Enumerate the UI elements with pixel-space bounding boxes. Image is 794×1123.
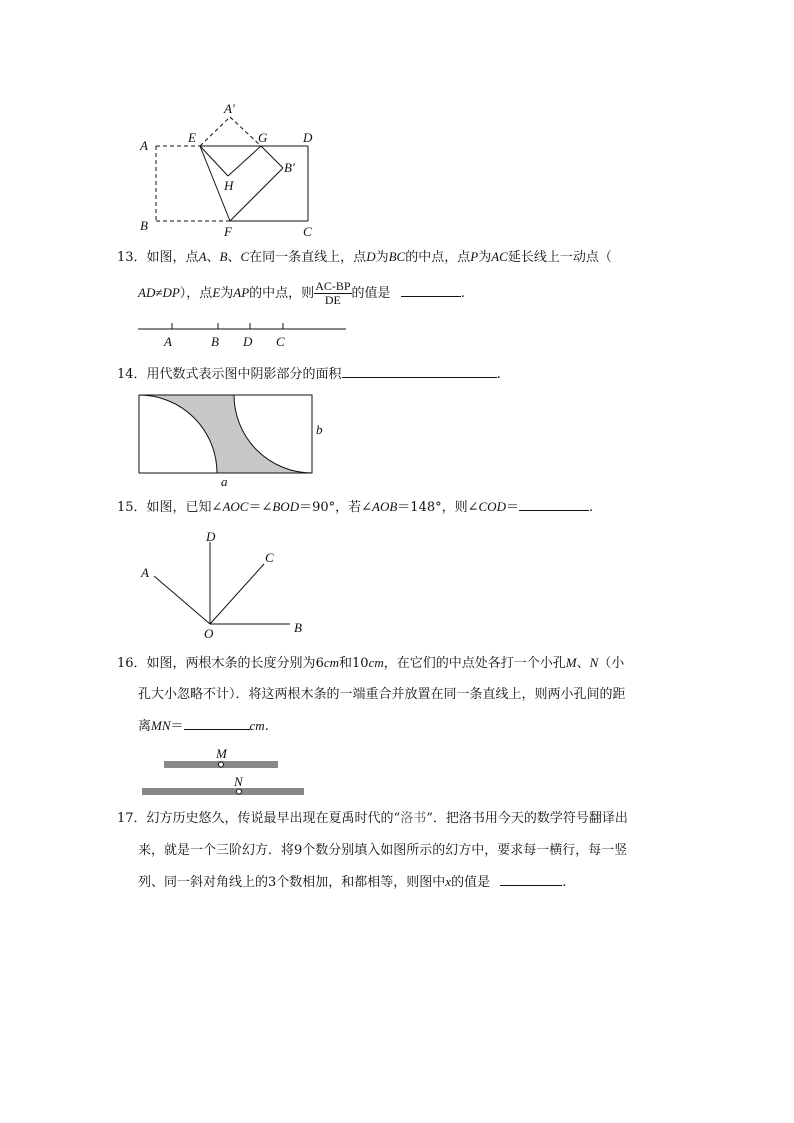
text-fragment: COD <box>478 499 506 514</box>
question-17-line2 <box>138 842 627 860</box>
text-fragment: 10 <box>352 656 369 671</box>
text-fragment: cm <box>323 655 340 670</box>
text-fragment: E <box>212 285 221 300</box>
text-fragment: 列、同一斜对角线上的3个数相加，和都相等，则图中 <box>138 875 446 890</box>
question-13-line1 <box>117 248 612 267</box>
edge-b-prime-f <box>230 168 283 221</box>
text-fragment: （小 <box>598 656 625 671</box>
text-fragment: 幻方历史悠久，传说最早出现在夏禹时代的“ <box>146 811 401 826</box>
label-a: A <box>140 138 148 153</box>
text-fragment: 的中点，点 <box>405 250 471 265</box>
text-fragment: ＝90°，若∠ <box>299 500 373 515</box>
text-fragment: 、 <box>576 656 590 671</box>
text-fragment: ＝∠ <box>248 500 273 515</box>
text-fragment: DE <box>324 293 341 307</box>
label-c: C <box>276 334 285 349</box>
label-b: B <box>211 334 219 349</box>
edge-ea-prime <box>200 117 230 146</box>
text-fragment: 如图，两根木条的长度分别为 <box>146 656 316 671</box>
long-stick <box>142 788 304 795</box>
text-fragment: . <box>588 500 594 515</box>
label-o: O <box>204 626 214 640</box>
question-17-line3 <box>138 873 566 892</box>
label-m: M <box>216 746 227 761</box>
text-fragment: M <box>565 655 577 670</box>
text-fragment: cm <box>249 718 265 733</box>
text-fragment: AC <box>491 249 508 264</box>
text-fragment: 、 <box>227 250 241 265</box>
answer-blank[interactable] <box>500 873 562 886</box>
text-fragment: 的值是 <box>351 286 391 301</box>
label-b-prime: B′ <box>284 160 295 175</box>
answer-blank[interactable] <box>184 717 250 730</box>
edge-a-prime-g <box>230 117 261 146</box>
text-fragment: BC <box>388 249 406 264</box>
fraction <box>314 280 351 307</box>
ray-oc <box>210 564 264 624</box>
text-fragment: 延长线上一动点（ <box>507 250 612 265</box>
label-a: a <box>221 474 228 488</box>
answer-blank[interactable] <box>519 498 589 511</box>
question-number: 15． <box>117 500 147 515</box>
text-fragment: AP <box>233 285 250 300</box>
angle-figure <box>136 528 316 640</box>
question-17-line1 <box>117 810 628 828</box>
ray-oa <box>154 576 210 624</box>
text-fragment: AOB <box>372 499 398 514</box>
text-fragment: 和 <box>339 656 353 671</box>
edge-hg <box>228 146 261 176</box>
label-b: B <box>140 218 148 233</box>
question-number: 16． <box>117 656 147 671</box>
text-fragment: 为 <box>375 250 389 265</box>
text-fragment: 的中点，则 <box>249 286 315 301</box>
label-c: C <box>265 550 274 565</box>
label-d: D <box>243 334 253 349</box>
hole-m <box>219 762 224 767</box>
text-fragment: . <box>264 719 269 734</box>
text-fragment: 离 <box>138 719 152 734</box>
text-fragment: N <box>589 655 599 670</box>
text-fragment: ，在它们的中点处各打一个小孔 <box>383 656 566 671</box>
text-fragment: 孔大小忽略不计）．将这两根木条的一端重合并放置在同一条直线上，则两小孔间的距 <box>138 687 626 702</box>
text-fragment: 用代数式表示图中阴影部分的面积 <box>146 367 342 382</box>
question-number: 14． <box>117 367 147 382</box>
text-fragment: ＝148°，则∠ <box>397 500 479 515</box>
question-16-line1 <box>117 654 624 673</box>
text-fragment: ＝ <box>170 719 184 734</box>
label-a: A <box>164 334 172 349</box>
text-fragment: B <box>219 249 228 264</box>
text-fragment: ”．把洛书用今天的数学符号翻译出 <box>426 811 628 826</box>
text-fragment: 的值是 <box>451 875 491 890</box>
label-c: C <box>303 224 312 239</box>
number-line-figure <box>135 318 350 350</box>
text-fragment: 6 <box>315 656 324 671</box>
text-fragment: 、 <box>206 250 220 265</box>
text-fragment: AC-BP <box>315 279 351 293</box>
text-fragment: A <box>198 249 207 264</box>
label-a: A <box>141 565 149 580</box>
label-n: N <box>234 774 243 789</box>
label-h: H <box>224 178 234 193</box>
text-fragment: 为 <box>478 250 492 265</box>
label-b: B <box>294 620 302 635</box>
answer-blank[interactable] <box>401 284 461 297</box>
text-fragment: D <box>366 249 376 264</box>
text-fragment: 在同一条直线上，点 <box>249 250 367 265</box>
label-f: F <box>224 224 232 239</box>
question-14 <box>117 365 501 384</box>
edge-gb-prime <box>261 146 283 168</box>
text-fragment: . <box>460 286 465 301</box>
text-fragment: x <box>445 874 452 889</box>
text-fragment: AOC <box>222 499 249 514</box>
shaded-rectangle-figure <box>136 392 336 488</box>
text-fragment: 如图，点 <box>146 250 199 265</box>
label-b: b <box>316 422 323 437</box>
text-fragment: 如图，已知∠ <box>146 500 223 515</box>
text-fragment: BOD <box>272 499 300 514</box>
question-number: 17． <box>117 811 147 826</box>
text-fragment: . <box>562 875 567 890</box>
text-fragment: 来，就是一个三阶幻方．将9个数分别填入如图所示的幻方中，要求每一横行，每一竖 <box>138 843 628 858</box>
answer-blank[interactable] <box>342 365 497 378</box>
shaded-region <box>139 395 312 473</box>
wooden-sticks-figure <box>136 744 316 800</box>
question-13-line2 <box>138 280 465 307</box>
label-g: G <box>258 130 268 145</box>
hole-n <box>237 789 242 794</box>
text-fragment: P <box>470 249 479 264</box>
question-16-line2 <box>138 686 626 704</box>
text-fragment: ），点 <box>179 286 213 301</box>
text-fragment: cm <box>368 655 384 670</box>
question-16-line3 <box>138 717 269 736</box>
edge-eh <box>200 146 228 176</box>
text-fragment: 为 <box>220 286 234 301</box>
text-fragment: . <box>496 367 501 382</box>
question-15 <box>117 498 593 517</box>
label-a-prime: A′ <box>224 101 235 116</box>
label-d: D <box>303 130 313 145</box>
question-number: 13． <box>117 250 147 265</box>
label-d: D <box>206 529 216 544</box>
label-e: E <box>188 130 196 145</box>
text-fragment: C <box>240 249 250 264</box>
text-fragment: MN <box>151 718 171 733</box>
text-fragment: ＝ <box>505 500 519 515</box>
fold-rectangle-figure <box>130 98 320 240</box>
text-fragment: 洛书 <box>400 811 427 826</box>
text-fragment: AD≠DP <box>138 285 180 300</box>
